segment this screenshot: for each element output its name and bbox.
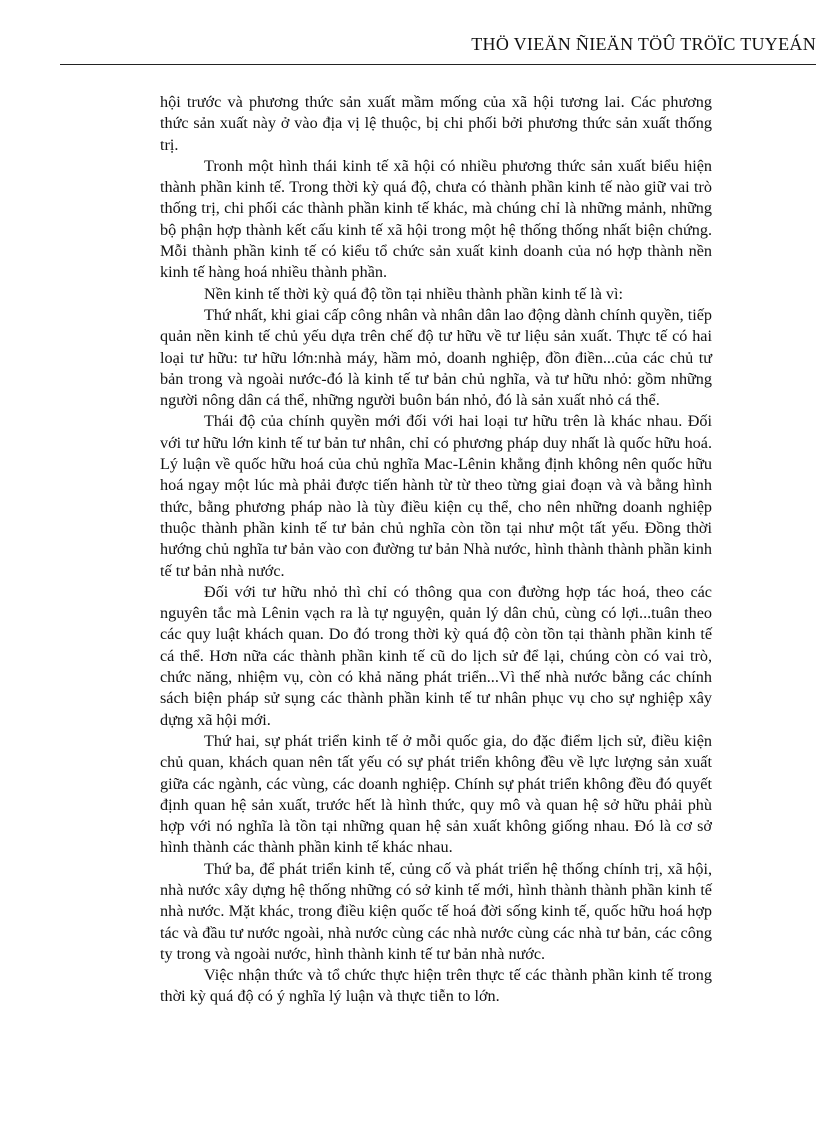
paragraph: Thứ hai, sự phát triển kinh tế ở mỗi quốc gia, do đặc điểm lịch sử, điều kiện chủ quan, khách quan nên tất yếu có sự phát triển không đều về lực lượng sản xuất giữa các ngành, các vùng, các doanh nghiệp. Chính sự phát triển không đều đó quyết định quan hệ sản xuất, trước hết là hình thức, quy mô và quan hệ sở hữu phải phù hợp với nó nghĩa là tồn tại những quan hệ sản xuất không giống nhau. Đó là cơ sở hình thành các thành phần kinh tế khác nhau. (160, 731, 712, 857)
header-divider (60, 64, 816, 65)
paragraph: Nền kinh tế thời kỳ quá độ tồn tại nhiều thành phần kinh tế là vì: (204, 284, 624, 303)
paragraph: Thái độ của chính quyền mới đối với hai loại tư hữu trên là khác nhau. Đối với tư hữu lớn kinh tế tư bản tư nhân, chỉ có phương pháp duy nhất là quốc hữu hoá. Lý luận về quốc hữu hoá của chủ nghĩa Mac-Lênin khẳng định không nên quốc hữu hoá ngay một lúc mà phải được tiến hành từ từ theo từng giai đoạn và và bằng hình thức, bằng phương pháp nào là tùy điều kiện cụ thể, cho nên những doanh nghiệp thuộc thành phần kinh tế tư bản chủ nghĩa còn tồn tại như một tất yếu. Đồng thời hướng chủ nghĩa tư bản vào con đường tư bản Nhà nước, hình thành thành phần kinh tế tư bản nhà nước. (160, 412, 712, 580)
paragraph-continuation: hội trước và phương thức sản xuất mầm mống của xã hội tương lai. Các phương thức sản xuất này ở vào địa vị lệ thuộc, bị chi phối bởi phương thức sản xuất thống trị. (160, 93, 712, 154)
paragraph: Việc nhận thức và tổ chức thực hiện trên thực tế các thành phần kinh tế trong thời kỳ quá độ có ý nghĩa lý luận và thực tiễn to lớn. (160, 966, 712, 1006)
paragraph: Tronh một hình thái kinh tế xã hội có nhiều phương thức sản xuất biểu hiện thành phần kinh tế. Trong thời kỳ quá độ, chưa có thành phần kinh tế nào giữ vai trò thống trị, chi phối các thành phần kinh tế khác, mà chúng chỉ là những mảnh, những bộ phận hợp thành kết cấu kinh tế xã hội trong một hệ thống thống nhất biện chứng. Mỗi thành phần kinh tế có kiểu tổ chức sản xuất kinh doanh của nó hợp thành nền kinh tế hàng hoá nhiều thành phần. (160, 156, 712, 282)
running-header: THÖ VIEÄN ÑIEÄN TÖÛ TRÖÏC TUYEÁN (471, 34, 816, 54)
paragraph: Thứ ba, để phát triển kinh tế, củng cố và phát triển hệ thống chính trị, xã hội, nhà nước xây dựng hệ thống những có sở kinh tế mới, hình thành thành phần kinh tế nhà nước. Mặt khác, trong điều kiện quốc tế hoá đời sống kinh tế, quốc hữu hoá hợp tác và đầu tư nước ngoài, nhà nước cùng các nhà nước cùng các nhà tư bản, các công ty trong và ngoài nước, hình thành kinh tế tư bản nhà nước. (160, 859, 712, 963)
paragraph: Đối với tư hữu nhỏ thì chỉ có thông qua con đường hợp tác hoá, theo các nguyên tắc mà Lênin vạch ra là tự nguyện, quản lý dân chủ, cùng có lợi...tuân theo các quy luật khách quan. Do đó trong thời kỳ quá độ còn tồn tại thành phần kinh tế cá thể. Hơn nữa các thành phần kinh tế cũ do lịch sử để lại, chúng còn có vai trò, chức năng, nhiệm vụ, còn có khả năng phát triển...Vì thế nhà nước bằng các chính sách biện pháp sử sụng các thành phần kinh tế tư nhân phục vụ cho sự nghiệp xây dựng xã hội mới. (160, 582, 712, 729)
document-body (160, 92, 712, 1008)
paragraph: Thứ nhất, khi giai cấp công nhân và nhân dân lao động dành chính quyền, tiếp quản nền kinh tế chủ yếu dựa trên chế độ tư hữu về tư liệu sản xuất. Thực tế có hai loại tư hữu: tư hữu lớn:nhà máy, hầm mỏ, doanh nghiệp, đồn điền...của các chủ tư bản trong và ngoài nước-đó là kinh tế tư bản chủ nghĩa, và tư hữu nhỏ: gồm những người nông dân cá thể, những người buôn bán nhỏ, đó là sản xuất nhỏ cá thể. (160, 305, 712, 410)
